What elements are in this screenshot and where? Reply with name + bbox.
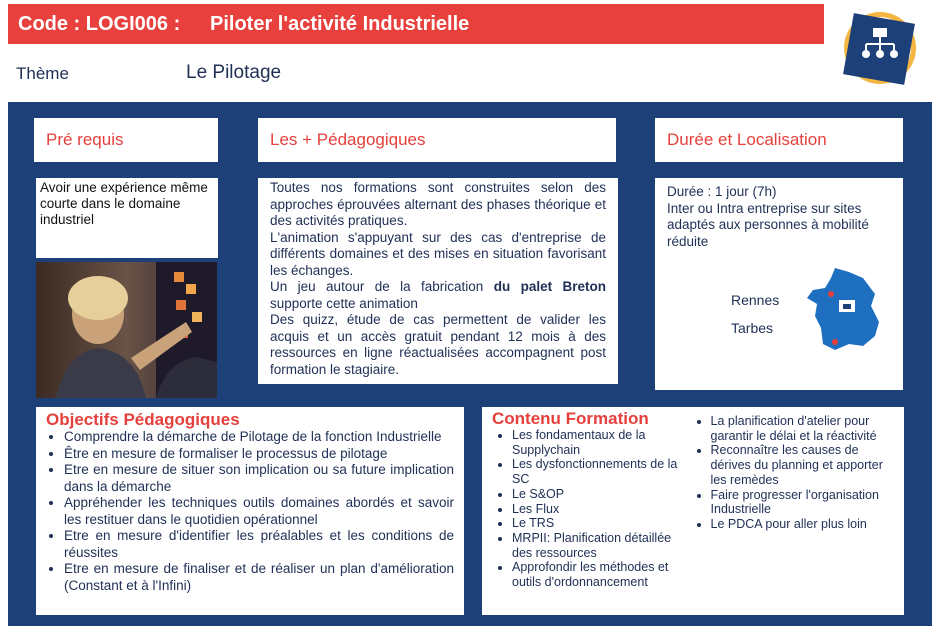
list-item: • Reconnaître les causes de dérives du planning et apporter les remèdes	[711, 443, 894, 487]
list-item: • Comprendre la démarche de Pilotage de la fonction Industrielle	[64, 429, 454, 446]
objectifs-card	[36, 407, 464, 615]
france-map-icon	[805, 264, 885, 354]
list-item: • Les dysfonctionnements de la SC	[512, 457, 691, 486]
contenu-col1	[492, 428, 691, 590]
list-item: • Appréhender les techniques outils domaines abordés et savoir les restituer dans le quotidien opérationnel	[64, 495, 454, 528]
people-photo-icon	[36, 262, 217, 398]
duree-title: Durée et Localisation	[667, 130, 827, 149]
prerequis-text: Avoir une expérience même courte dans le domaine industriel	[36, 178, 218, 258]
list-item: • Être en mesure de formaliser le processus de pilotage	[64, 446, 454, 463]
duree-body	[655, 178, 903, 390]
p3-post: supporte cette animation	[270, 295, 418, 311]
list-item: • Approfondir les méthodes et outils d'ordonnancement	[512, 560, 691, 589]
main-panel	[8, 102, 932, 626]
pedagogiques-p4: Des quizz, étude de cas permettent de valider les acquis et un accès gratuit pendant 12 mois à des ressources en ligne réactualisées accompagnent post formation le stagiaire.	[270, 312, 606, 377]
pedagogiques-header	[258, 118, 616, 162]
localisation-line: Inter ou Intra entreprise sur sites adaptés aux personnes à mobilité réduite	[667, 200, 869, 249]
pedagogiques-p1: Toutes nos formations sont construites selon des approches éprouvées alternant des phases théorique et des activités pratiques.	[270, 180, 606, 228]
list-item: • La planification d'atelier pour garantir le délai et la réactivité	[711, 414, 894, 443]
list-item: • Etre en mesure de finaliser et de réaliser un plan d'amélioration (Constant et à l'Infini)	[64, 561, 454, 594]
training-photo	[36, 262, 217, 398]
theme-value: Le Pilotage	[186, 62, 282, 83]
list-item: • Les Flux	[512, 502, 691, 517]
objectifs-list	[64, 429, 454, 594]
pedagogiques-body	[258, 178, 618, 384]
prerequis-title: Pré requis	[46, 130, 124, 149]
course-banner	[8, 4, 824, 44]
list-item: • MRPII: Planification détaillée des ressources	[512, 531, 691, 560]
city-rennes: Rennes	[731, 292, 780, 308]
pedagogiques-title: Les + Pédagogiques	[270, 130, 426, 149]
theme-label: Thème	[16, 64, 69, 83]
list-item: • Le TRS	[512, 516, 691, 531]
list-item: • Les fondamentaux de la Supplychain	[512, 428, 691, 457]
p3-pre: Un jeu autour de la fabrication	[270, 279, 494, 294]
list-item: • Faire progresser l'organisation Industrielle	[711, 488, 894, 517]
p3-bold: du palet Breton	[493, 279, 606, 294]
contenu-title: Contenu Formation	[492, 409, 649, 428]
contenu-card	[482, 407, 904, 615]
prerequis-header	[34, 118, 218, 162]
contenu-col2	[691, 414, 894, 590]
objectifs-title: Objectifs Pédagogiques	[46, 410, 240, 429]
org-chart-logo-icon	[838, 8, 918, 88]
course-code: Code : LOGI006 :	[18, 12, 181, 35]
theme-row	[0, 62, 820, 86]
city-tarbes: Tarbes	[731, 320, 774, 336]
list-item: • Le S&OP	[512, 487, 691, 502]
pedagogiques-p2: L'animation s'appuyant sur des cas d'entreprise de différents domaines et des mises en situation favorisant les échanges.	[270, 229, 606, 278]
list-item: • Etre en mesure d'identifier les préalables et les conditions de réussites	[64, 528, 454, 561]
list-item: • Le PDCA pour aller plus loin	[711, 517, 894, 532]
course-title: Piloter l'activité Industrielle	[210, 12, 470, 35]
duree-line: Durée : 1 jour (7h)	[667, 184, 777, 199]
list-item: • Etre en mesure de situer son implication ou sa future implication dans la démarche	[64, 462, 454, 495]
pedagogiques-p3	[270, 279, 606, 312]
duree-header	[655, 118, 903, 162]
